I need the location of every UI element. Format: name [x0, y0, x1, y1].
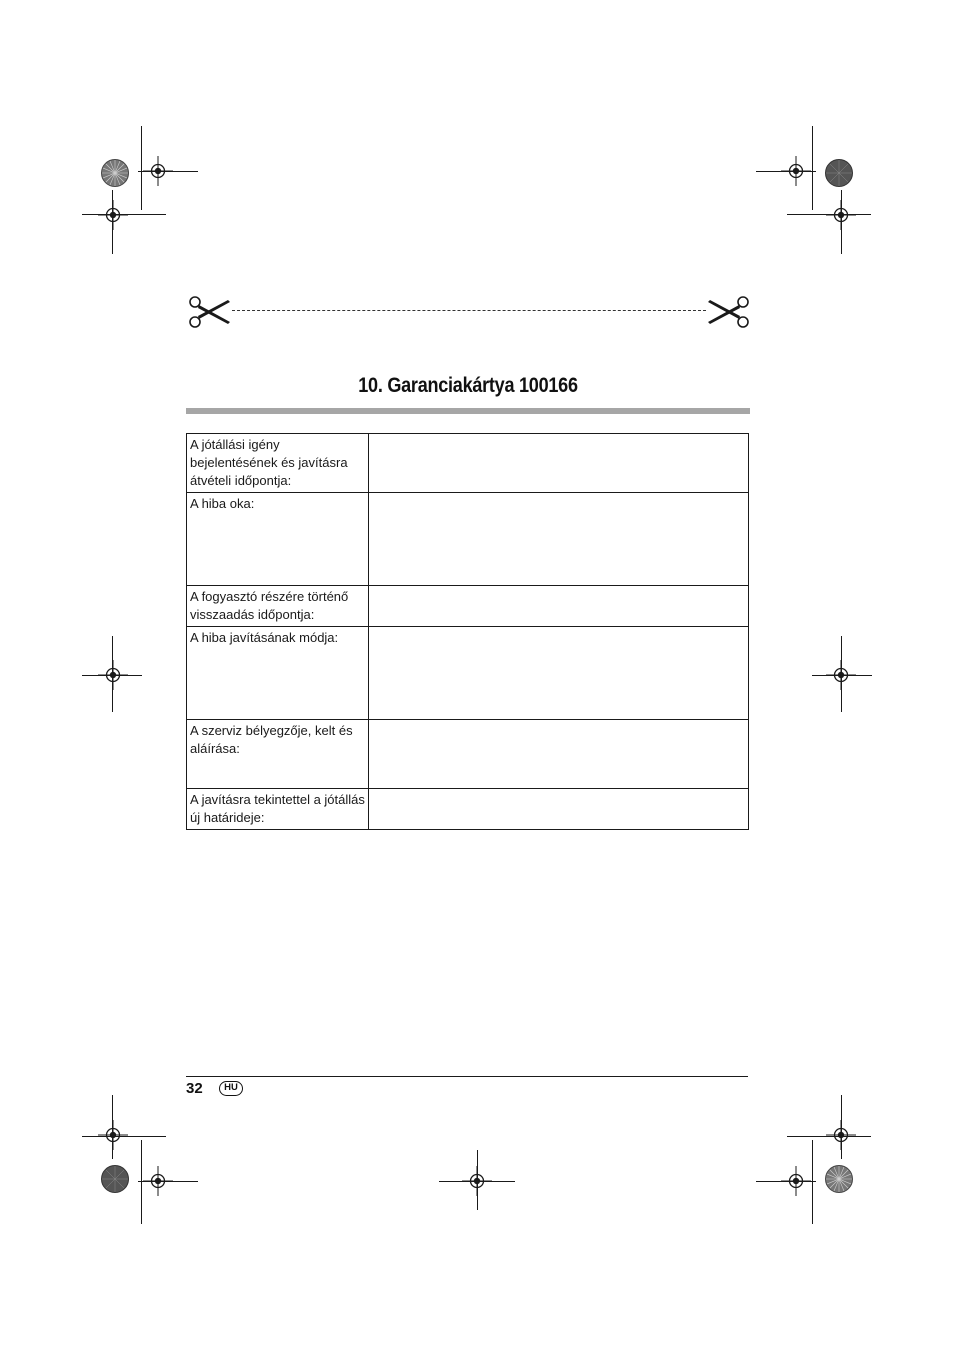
table-row: [187, 720, 749, 789]
crop-mark-line: [141, 126, 142, 210]
table-row: [187, 586, 749, 627]
page-number: 32: [186, 1080, 203, 1097]
crop-mark-line: [812, 1140, 813, 1224]
footer-divider: [186, 1076, 748, 1077]
row-label: A jótállási igény bejelentésének és javításra átvételi időpontja:: [187, 434, 369, 493]
registration-mark-icon: [143, 1166, 173, 1196]
row-label: A javításra tekintettel a jótállás új határideje:: [187, 789, 369, 830]
registration-mark-icon: [98, 200, 128, 230]
page-title: 10. Garanciakártya 100166: [358, 374, 578, 397]
registration-disc-icon: [100, 1164, 130, 1194]
row-label: A fogyasztó részére történő visszaadás időpontja:: [187, 586, 369, 627]
cut-line: [232, 310, 706, 311]
registration-mark-icon: [98, 660, 128, 690]
table-row: [187, 493, 749, 586]
table-row: [187, 627, 749, 720]
language-badge: HU: [219, 1081, 243, 1096]
scissors-icon: [706, 296, 750, 328]
registration-mark-icon: [143, 156, 173, 186]
row-label: A hiba oka:: [187, 493, 369, 586]
registration-mark-icon: [462, 1166, 492, 1196]
registration-disc-icon: [100, 158, 130, 188]
title-divider: [186, 408, 750, 414]
row-label: A hiba javításának módja:: [187, 627, 369, 720]
registration-mark-icon: [826, 200, 856, 230]
scissors-icon: [188, 296, 232, 328]
table-row: [187, 434, 749, 493]
table-row: [187, 789, 749, 830]
registration-mark-icon: [98, 1120, 128, 1150]
crop-mark-line: [141, 1140, 142, 1224]
registration-disc-icon: [824, 158, 854, 188]
registration-mark-icon: [826, 1120, 856, 1150]
crop-mark-line: [812, 126, 813, 210]
row-label: A szerviz bélyegzője, kelt és aláírása:: [187, 720, 369, 789]
row-value-field[interactable]: [369, 586, 749, 627]
row-value-field[interactable]: [369, 493, 749, 586]
registration-disc-icon: [824, 1164, 854, 1194]
registration-mark-icon: [826, 660, 856, 690]
row-value-field[interactable]: [369, 434, 749, 493]
row-value-field[interactable]: [369, 789, 749, 830]
warranty-card-table: [186, 433, 749, 830]
registration-mark-icon: [781, 1166, 811, 1196]
row-value-field[interactable]: [369, 627, 749, 720]
registration-mark-icon: [781, 156, 811, 186]
row-value-field[interactable]: [369, 720, 749, 789]
